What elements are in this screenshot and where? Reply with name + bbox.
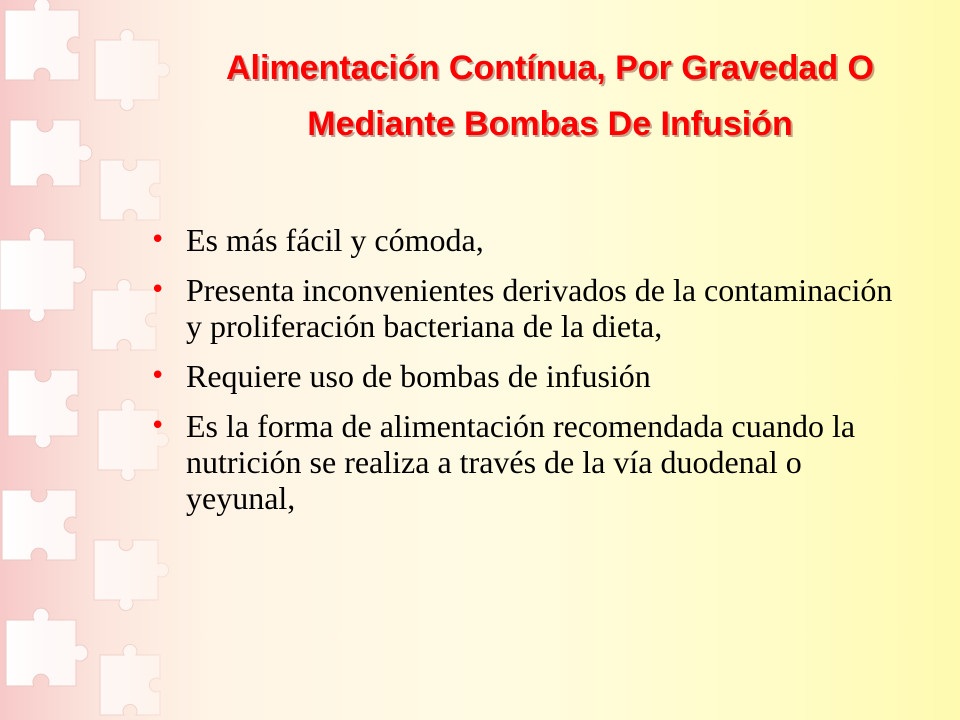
bullet-text: Es la forma de alimentación recomendada cuando la nutrición se realiza a través de la vía duodenal o yeyunal, bbox=[186, 408, 856, 516]
list-item bbox=[150, 358, 910, 394]
list-item bbox=[150, 222, 910, 258]
list-item bbox=[150, 272, 910, 344]
list-item bbox=[150, 408, 910, 516]
bullet-marker-icon: • bbox=[150, 275, 166, 305]
bullet-text: Requiere uso de bombas de infusión bbox=[186, 358, 651, 394]
bullet-list bbox=[150, 222, 910, 530]
bullet-marker-icon: • bbox=[150, 411, 166, 441]
slide-title: Alimentación Contínua, Por Gravedad O Mediante Bombas De Infusión bbox=[226, 49, 874, 143]
bullet-text: Es más fácil y cómoda, bbox=[186, 222, 484, 258]
bullet-marker-icon: • bbox=[150, 361, 166, 391]
bullet-marker-icon: • bbox=[150, 225, 166, 255]
bullet-text: Presenta inconvenientes derivados de la contaminación y proliferación bacteriana de la dieta, bbox=[186, 272, 893, 344]
